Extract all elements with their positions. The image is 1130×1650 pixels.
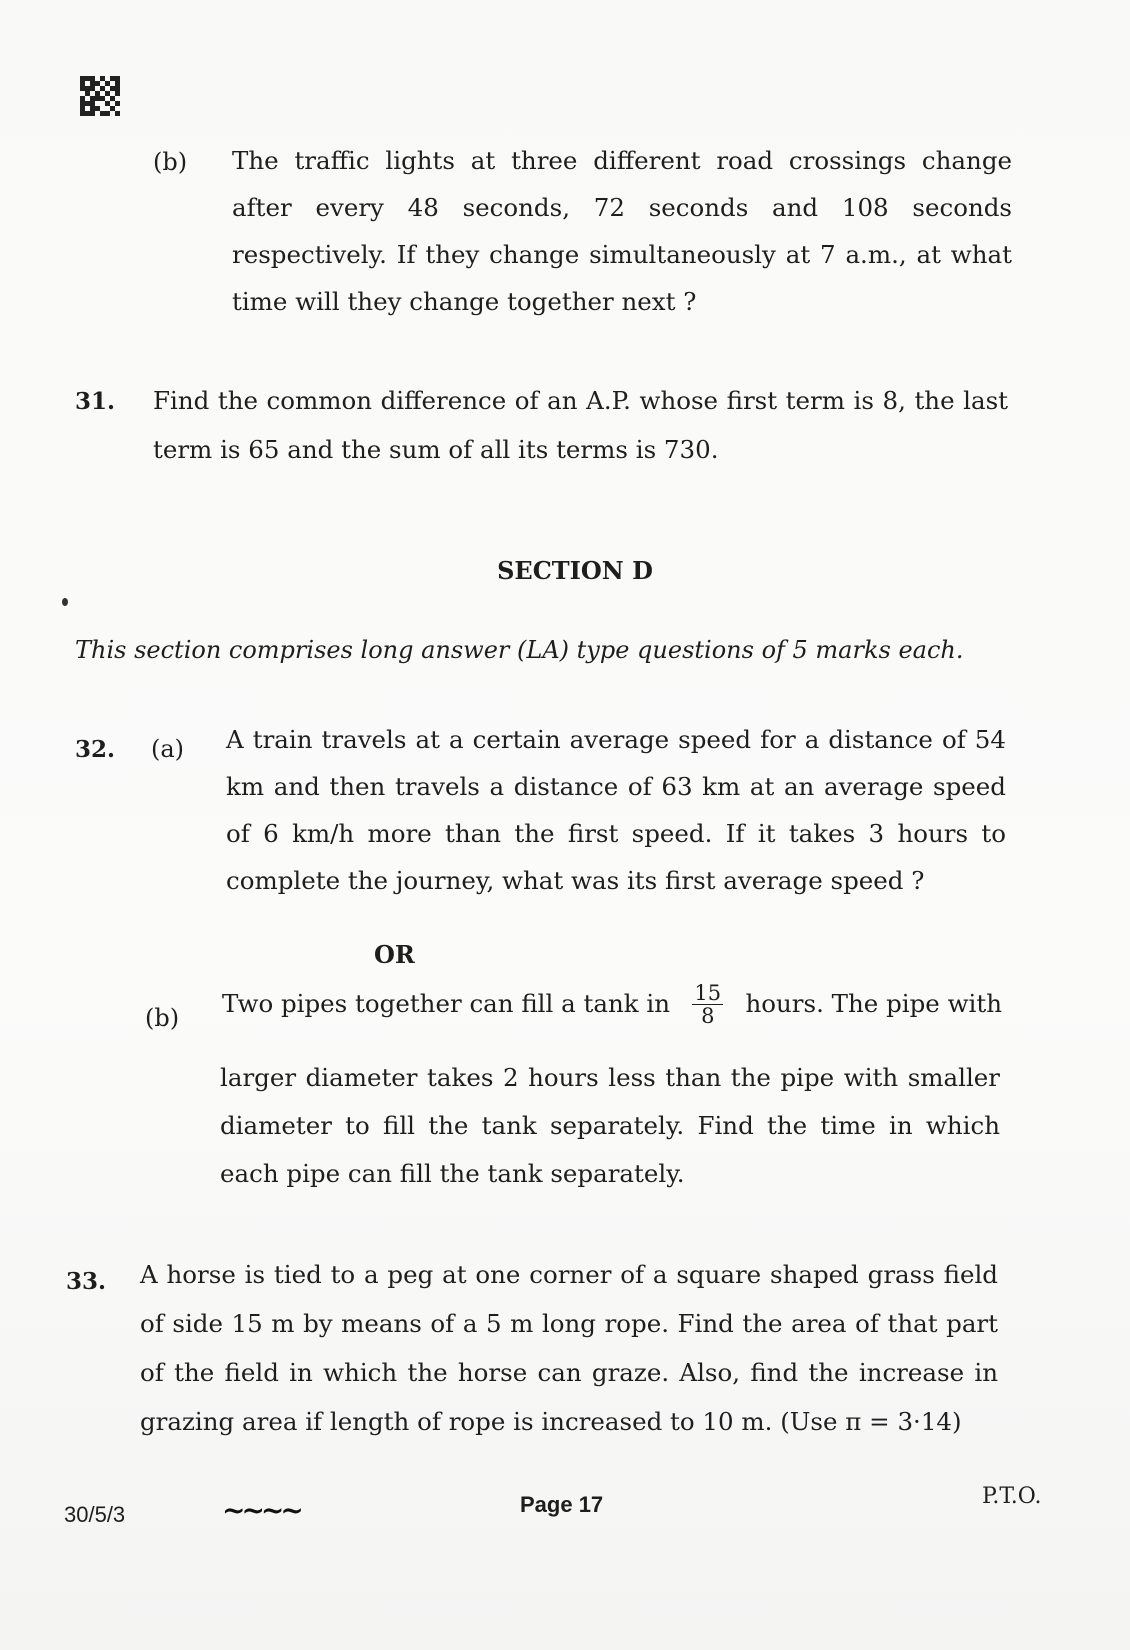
scan-mark [62,598,68,606]
q32b-text-rest: larger diameter takes 2 hours less than the pipe with smaller diameter to fill the tank separately. Find the time in which each pipe can fill the tank separately. [220,1063,1000,1188]
q32b-text-after: hours. The pipe with [745,989,1002,1018]
section-title: SECTION D [497,556,653,585]
q32b-text-before: Two pipes together can fill a tank in [222,989,671,1018]
q33-text: A horse is tied to a peg at one corner of a square shaped grass field of side 15 m by means of a 5 m long rope. Find the area of that part of the field in which the horse can graze. Also, find the increase in grazing area if length of rope is increased to 10 m. (Use π = 3·14) [140,1260,998,1436]
paper-code: 30/5/3 [64,1502,126,1527]
q32b-first-line [222,976,1002,1032]
q32a-label: (a) [151,735,185,763]
q31-text: Find the common difference of an A.P. whose first term is 8, the last term is 65 and the sum of all its terms is 730. [153,386,1008,464]
wave-ornament-icon: ~~~~ [222,1494,300,1527]
q32b-label: (b) [145,1004,180,1032]
q30b-label: (b) [153,148,188,176]
fraction-denominator: 8 [701,1003,715,1028]
q31-number: 31. [75,388,116,415]
q32a-text: A train travels at a certain average speed for a distance of 54 km and then travels a distance of 63 km at an average speed of 6 km/h more than the first speed. If it takes 3 hours to complete the journey, what was its first average speed ? [226,725,1006,895]
fraction-15-8 [692,982,723,1027]
section-instruction: This section comprises long answer (LA) type questions of 5 marks each. [75,636,964,664]
q30b-text: The traffic lights at three different road crossings change after every 48 seconds, 72 seconds and 108 seconds respectively. If they change simultaneously at 7 a.m., at what time will they change together next ? [232,146,1012,316]
fraction-numerator: 15 [694,980,722,1005]
q32-number: 32. [75,736,116,763]
page-number: Page 17 [520,1492,604,1517]
or-separator: OR [374,940,415,969]
qr-code-icon [80,76,120,116]
q33-number: 33. [66,1268,107,1295]
pto-note: P.T.O. [982,1484,1042,1509]
